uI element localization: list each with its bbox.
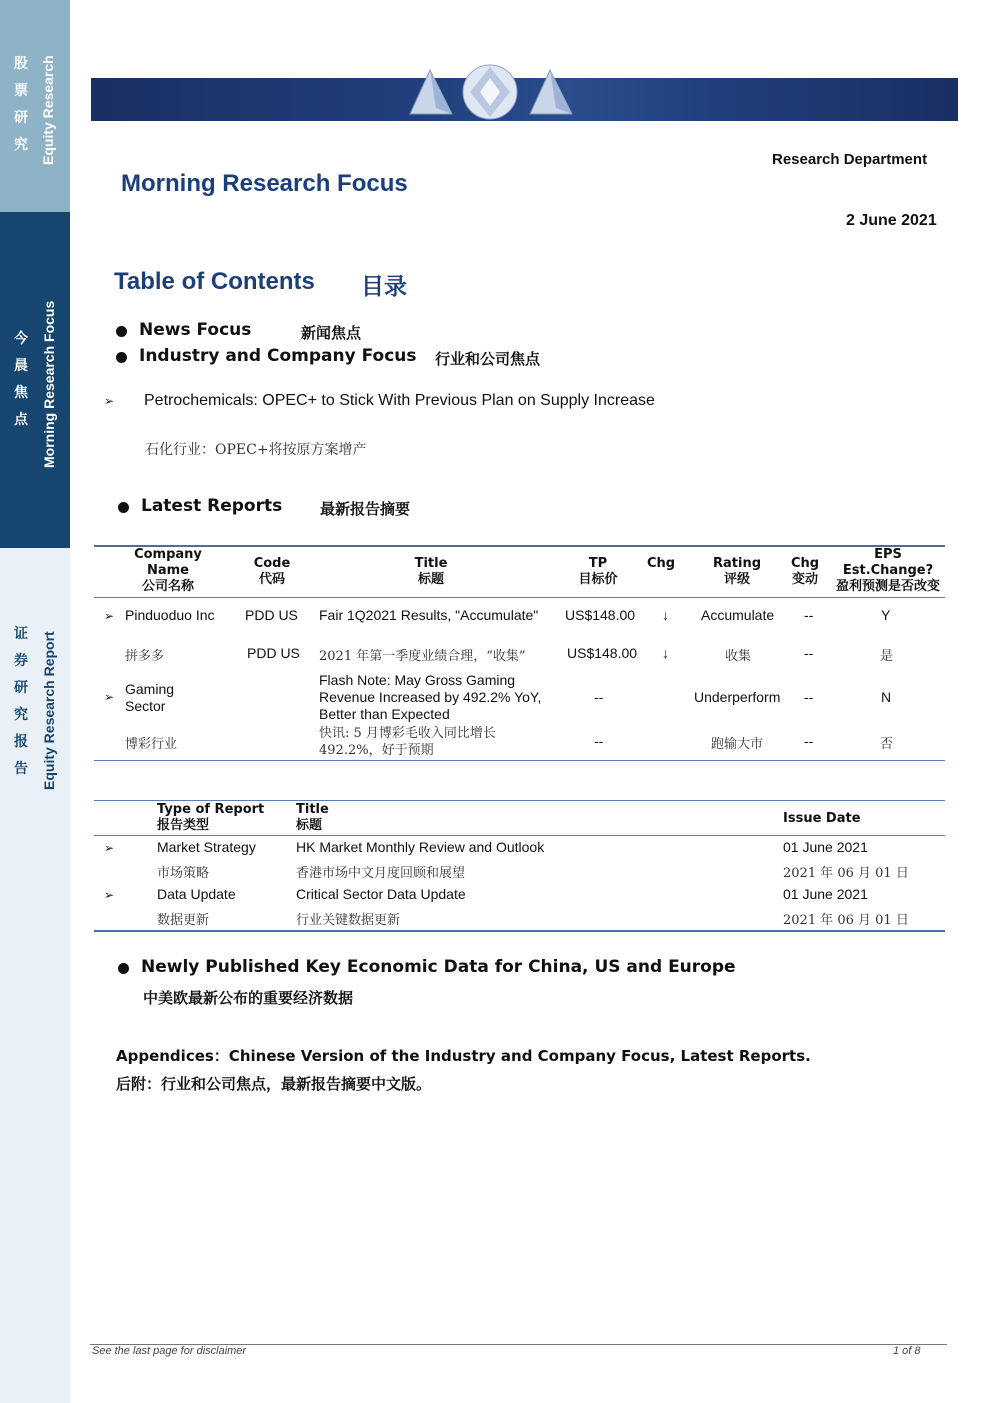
type-row-title[interactable]: HK Market Monthly Review and Outlook: [296, 839, 545, 855]
row-tp: --: [594, 689, 604, 705]
bullet-icon: [118, 502, 129, 513]
arrow-bullet-icon: ➢: [104, 394, 115, 408]
toc-news-focus-cn: 新闻焦点: [301, 324, 362, 342]
bullet-icon: [118, 963, 129, 974]
sidebar-top-en: Equity Research: [40, 55, 56, 165]
sidebar-mid-en: Morning Research Focus: [41, 300, 57, 468]
type-row-type: 数据更新: [157, 913, 210, 928]
type-row-title: 行业关键数据更新: [296, 913, 401, 928]
row-company: 拼多多: [125, 649, 165, 664]
arrow-bullet-icon: ➢: [104, 841, 115, 855]
row-title[interactable]: [319, 672, 541, 723]
toc-news-focus[interactable]: News Focus: [139, 320, 252, 340]
th-text: TP: [588, 556, 608, 571]
row-eps: 否: [880, 737, 894, 752]
type-table-header-rule: [94, 835, 945, 836]
row-title-line: Better than Expected: [319, 706, 450, 722]
sidebar-char: 告: [14, 761, 28, 777]
row-title: 2021 年第一季度业绩合理，“收集”: [319, 649, 526, 664]
sidebar-char: 股: [14, 56, 28, 72]
row-title: [319, 725, 496, 759]
toc-petrochemicals-link[interactable]: Petrochemicals: OPEC+ to Stick With Previous Plan on Supply Increase: [144, 392, 655, 409]
footer-page-number: 1 of 8: [893, 1345, 921, 1357]
th-company: [128, 547, 208, 595]
down-arrow-icon: ↓: [662, 607, 669, 623]
row-title-line: Flash Note: May Gross Gaming: [319, 672, 516, 688]
econ-data-heading-cn: 中美欧最新公布的重要经济数据: [143, 989, 354, 1007]
sidebar-char: 究: [14, 707, 28, 723]
toc-industry-focus[interactable]: Industry and Company Focus: [139, 346, 417, 366]
sidebar-bottom-panel: [0, 548, 70, 1403]
sidebar-char: 报: [14, 734, 28, 750]
sidebar-top-cn: [13, 51, 29, 159]
th-text: Name: [146, 563, 189, 578]
th-text: 变动: [791, 572, 818, 587]
toc-petrochemicals-cn: 石化行业：OPEC+将按原方案增产: [145, 442, 367, 458]
row-chg: --: [804, 607, 814, 623]
row-eps: N: [881, 689, 892, 705]
sidebar-char: 今: [14, 331, 28, 347]
down-arrow-icon: ↓: [662, 645, 669, 661]
th-text: 盈利预测是否改变: [835, 579, 940, 594]
type-row-title: 香港市场中文月度回顾和展望: [296, 866, 466, 881]
toc-latest-reports-cn: 最新报告摘要: [320, 500, 411, 518]
appendices-note: Appendices：Chinese Version of the Industry and Company Focus, Latest Reports.: [116, 1047, 811, 1065]
row-title[interactable]: Fair 1Q2021 Results, "Accumulate": [319, 607, 539, 623]
sidebar-char: 研: [14, 680, 28, 696]
th-text: Title: [414, 556, 448, 571]
row-company[interactable]: Pinduoduo Inc: [125, 607, 215, 623]
table-header-rule: [94, 597, 945, 598]
type-row-date: 01 June 2021: [783, 839, 868, 855]
type-table-bottom-rule: [94, 930, 945, 932]
sidebar-bot-cn: [13, 621, 29, 783]
arrow-bullet-icon: ➢: [104, 690, 115, 704]
th-tp: [568, 556, 628, 588]
row-eps: 是: [880, 649, 894, 664]
type-row-type: Market Strategy: [157, 839, 256, 855]
th-text: Chg: [790, 556, 820, 571]
diamond-logo-icon: [400, 64, 580, 124]
sidebar-char: 点: [14, 412, 28, 428]
sidebar-mid-cn: [13, 326, 29, 434]
arrow-bullet-icon: ➢: [104, 609, 115, 623]
row-title-line: 快讯: 5 月博彩毛收入同比增长: [319, 726, 496, 741]
th-text: 评级: [723, 572, 750, 587]
th-issue-date: Issue Date: [783, 811, 861, 826]
type-row-type: 市场策略: [157, 866, 210, 881]
row-rating: Underperform: [694, 689, 781, 705]
row-title-line: Revenue Increased by 492.2% YoY,: [319, 689, 542, 705]
appendices-note-cn: 后附：行业和公司焦点，最新报告摘要中文版。: [116, 1075, 432, 1093]
sidebar-char: 研: [14, 110, 28, 126]
table-bottom-rule: [94, 760, 945, 761]
th-text: Title: [296, 802, 329, 817]
sidebar-char: 晨: [14, 358, 28, 374]
th-text: Est.Change?: [842, 563, 934, 578]
th-text: Rating: [712, 556, 761, 571]
issue-date: 2 June 2021: [846, 212, 937, 229]
sidebar-char: 焦: [14, 385, 28, 401]
toc-industry-focus-cn: 行业和公司焦点: [435, 350, 541, 368]
row-rating: Accumulate: [701, 607, 775, 623]
th-chg2: [785, 556, 825, 588]
type-row-type: Data Update: [157, 886, 236, 902]
row-tp: US$148.00: [565, 607, 636, 623]
toc-title-cn: 目录: [361, 274, 407, 300]
row-company-line: Sector: [125, 698, 166, 714]
th-type: [157, 802, 264, 834]
type-row-date: 01 June 2021: [783, 886, 868, 902]
row-rating: 收集: [725, 649, 752, 664]
sidebar-top-panel: [0, 0, 70, 212]
footer-disclaimer: See the last page for disclaimer: [92, 1345, 247, 1357]
page-title: Morning Research Focus: [121, 170, 408, 197]
row-chg: --: [804, 733, 814, 749]
th-text: 报告类型: [157, 818, 210, 833]
toc-title: Table of Contents: [114, 268, 315, 295]
th-text: Code: [253, 556, 291, 571]
th-text: Company: [134, 547, 202, 562]
row-code: PDD US: [245, 607, 298, 623]
row-eps: Y: [881, 607, 891, 623]
row-chg: --: [804, 689, 814, 705]
econ-data-heading[interactable]: Newly Published Key Economic Data for China, US and Europe: [141, 957, 736, 977]
row-rating: 跑输大市: [711, 737, 764, 752]
th-text: EPS: [874, 547, 902, 562]
bullet-icon: [116, 326, 127, 337]
sidebar-mid-panel: [0, 212, 70, 548]
bullet-icon: [116, 352, 127, 363]
row-tp: --: [594, 733, 604, 749]
th-rating: [702, 556, 772, 588]
row-code: PDD US: [247, 645, 300, 661]
th-title: [401, 556, 461, 588]
th-text: 代码: [258, 572, 285, 587]
type-row-date: 2021 年 06 月 01 日: [783, 866, 909, 881]
th-text: Type of Report: [157, 802, 265, 817]
type-row-date: 2021 年 06 月 01 日: [783, 913, 909, 928]
type-table-top-rule: [94, 800, 945, 801]
row-company: 博彩行业: [125, 737, 178, 752]
sidebar-char: 票: [14, 83, 28, 99]
arrow-bullet-icon: ➢: [104, 888, 115, 902]
row-company[interactable]: [125, 681, 174, 715]
th-type-title: [296, 802, 329, 834]
th-eps: [833, 547, 943, 595]
sidebar-bot-en: Equity Research Report: [41, 631, 57, 790]
th-chg: Chg: [646, 556, 676, 571]
sidebar-char: 究: [14, 137, 28, 153]
sidebar-char: 券: [14, 653, 28, 669]
th-code: [242, 556, 302, 588]
th-text: 公司名称: [141, 579, 194, 594]
table-top-rule: [94, 545, 945, 547]
row-chg: --: [804, 645, 814, 661]
sidebar-char: 证: [14, 626, 28, 642]
row-company-line: Gaming: [125, 681, 175, 697]
row-tp: US$148.00: [567, 645, 638, 661]
th-text: 标题: [417, 572, 444, 587]
toc-latest-reports[interactable]: Latest Reports: [141, 496, 283, 516]
type-row-title[interactable]: Critical Sector Data Update: [296, 886, 466, 902]
row-title-line: 492.2%，好于预期: [319, 743, 434, 758]
th-text: 标题: [296, 818, 323, 833]
th-text: 目标价: [578, 572, 618, 587]
department-label: Research Department: [772, 151, 928, 168]
